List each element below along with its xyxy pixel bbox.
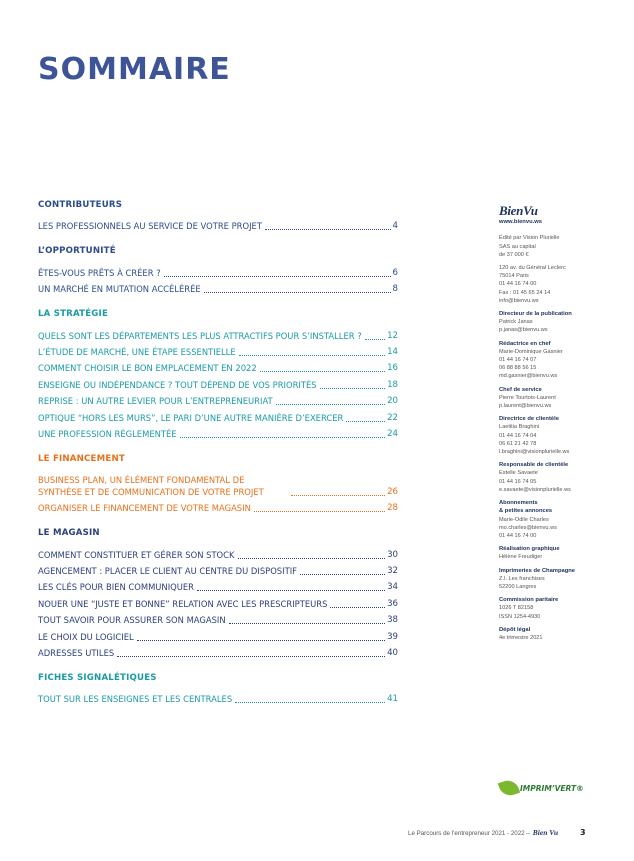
masthead-block <box>499 626 609 642</box>
dot-leader <box>260 371 385 372</box>
masthead-heading: Directrice de clientèle <box>499 416 559 423</box>
masthead-heading: Abonnements & petites annonces <box>499 500 553 515</box>
masthead-line: ISSN 1254-4930 <box>499 613 541 620</box>
masthead-line: 06 88 88 56 15 <box>499 365 537 372</box>
toc-section <box>38 528 398 659</box>
masthead-line: mo.charles@bienvu.ws <box>499 524 557 531</box>
masthead-block <box>499 499 609 540</box>
toc-entry-label: NOUER UNE “JUSTE ET BONNE” RELATION AVEC LES PRESCRIPTEURS <box>38 598 328 609</box>
masthead-block <box>499 415 609 456</box>
toc-entry[interactable] <box>38 358 398 374</box>
masthead-line: l.braghini@visionplurielle.ws <box>499 449 570 456</box>
toc-entry-page: 8 <box>392 284 398 295</box>
masthead-line: 06 61 21 42 78 <box>499 440 537 447</box>
toc-entry[interactable] <box>38 610 398 626</box>
toc-entry-label: LE CHOIX DU LOGICIEL <box>38 631 134 642</box>
dot-leader <box>197 590 385 591</box>
toc-entry-page: 6 <box>392 267 398 278</box>
dot-leader <box>265 229 391 230</box>
masthead-block <box>499 596 609 621</box>
toc-section <box>38 309 398 440</box>
toc-entry[interactable] <box>38 561 398 577</box>
masthead-heading: Rédactrice en chef <box>499 340 551 347</box>
masthead-line: SAS au capital <box>499 243 536 250</box>
toc-section <box>38 246 398 295</box>
toc-entry-label: TOUT SAVOIR POUR ASSURER SON MAGASIN <box>38 615 226 626</box>
masthead-line: 52200 Langres <box>499 583 537 590</box>
dot-leader <box>346 421 385 422</box>
masthead-block <box>499 340 609 381</box>
toc-entry[interactable] <box>38 391 398 407</box>
toc-entry[interactable] <box>38 374 398 390</box>
toc-entry-page: 22 <box>387 412 398 423</box>
dot-leader <box>239 355 385 356</box>
dot-leader <box>137 640 385 641</box>
footer-brand: Bien Vu <box>532 828 559 837</box>
masthead-line: de 37 000 € <box>499 251 529 258</box>
masthead-line: Z.I. Les franchises <box>499 575 545 582</box>
toc-entry[interactable] <box>38 342 398 358</box>
toc-entry-label: COMMENT CHOISIR LE BON EMPLACEMENT EN 2022 <box>38 363 257 374</box>
dot-leader <box>180 437 385 438</box>
toc-entry[interactable] <box>38 593 398 609</box>
imprim-vert-logo <box>500 780 584 796</box>
masthead-blocks <box>499 310 609 642</box>
page-number: 3 <box>580 828 586 837</box>
brand-logo: BienVu <box>499 203 538 218</box>
masthead-heading: Dépôt légal <box>499 626 531 633</box>
toc-entry[interactable] <box>38 498 398 514</box>
toc-entry-page: 30 <box>387 549 398 560</box>
toc-entry-page: 24 <box>387 428 398 439</box>
masthead-line: md.gasnier@bienvu.ws <box>499 373 558 380</box>
dot-leader <box>164 276 391 277</box>
imprim-vert-text: IMPRIM’VERT® <box>520 783 584 793</box>
toc-entry-page: 39 <box>387 631 398 642</box>
masthead-line: Édité par Vision Plurielle <box>499 235 560 242</box>
toc-entry-label: LES PROFESSIONNELS AU SERVICE DE VOTRE PROJET <box>38 221 262 232</box>
toc-entry[interactable] <box>38 689 398 705</box>
page-footer <box>408 828 586 837</box>
dot-leader <box>254 511 385 512</box>
section-title: LA STRATÉGIE <box>38 309 109 320</box>
masthead-line: 01 44 16 74 05 <box>499 478 537 485</box>
dot-leader <box>276 404 385 405</box>
page-title: SOMMAIRE <box>38 52 231 87</box>
toc-entry-label: REPRISE : UN AUTRE LEVIER POUR L’ENTREPRENEURIAT <box>38 396 273 407</box>
masthead-line: 01 44 16 74 00 <box>499 532 537 539</box>
toc-entry[interactable] <box>38 577 398 593</box>
toc-entry-page: 40 <box>387 648 398 659</box>
toc-entry[interactable] <box>38 424 398 440</box>
toc-entry-page: 12 <box>387 330 398 341</box>
toc-entry-label: UN MARCHÉ EN MUTATION ACCÉLÉRÉE <box>38 284 201 295</box>
toc-entry-page: 20 <box>387 396 398 407</box>
toc-entry-label: ORGANISER LE FINANCEMENT DE VOTRE MAGASIN <box>38 503 251 514</box>
dot-leader <box>238 558 386 559</box>
brand-url[interactable]: www.bienvu.ws <box>499 219 542 226</box>
masthead-heading: Responsable de clientèle <box>499 462 569 469</box>
publisher-address <box>499 264 609 305</box>
masthead-block <box>499 310 609 335</box>
toc-entry-label: ENSEIGNE OU INDÉPENDANCE ? TOUT DÉPEND DE VOS PRIORITÉS <box>38 379 317 390</box>
section-title: L’OPPORTUNITÉ <box>38 246 116 257</box>
toc-entry-page: 16 <box>387 363 398 374</box>
toc-entry-page: 38 <box>387 615 398 626</box>
masthead-line: Fax : 01 45 65 24 14 <box>499 289 551 296</box>
toc-entry-page: 26 <box>387 486 398 497</box>
toc-entry-page: 28 <box>387 503 398 514</box>
section-title: LE FINANCEMENT <box>38 453 125 464</box>
toc-entry[interactable] <box>38 643 398 659</box>
toc-entry-page: 14 <box>387 346 398 357</box>
masthead-line: p.janas@bienvu.ws <box>499 327 548 334</box>
masthead-line: 1026 T 82158 <box>499 605 534 612</box>
dot-leader <box>365 339 385 340</box>
dot-leader <box>320 388 385 389</box>
leaf-icon <box>498 777 520 798</box>
masthead-heading: Chef de service <box>499 386 542 393</box>
masthead-line: 120 av. du Général Leclerc <box>499 265 566 272</box>
toc-entry-page: 32 <box>387 566 398 577</box>
masthead-line: 4e trimestre 2021 <box>499 634 543 641</box>
toc-entry-label: QUELS SONT LES DÉPARTEMENTS LES PLUS ATTRACTIFS POUR S’INSTALLER ? <box>38 330 362 341</box>
toc-entry[interactable] <box>38 544 398 560</box>
masthead-line: e.savaete@visionplurielle.ws <box>499 486 571 493</box>
dot-leader <box>229 623 385 624</box>
dot-leader <box>235 702 385 703</box>
footer-text: Le Parcours de l’entrepreneur 2021 - 2022 – <box>408 830 530 837</box>
masthead-heading: Directeur de la publication <box>499 311 572 318</box>
toc-section <box>38 200 398 232</box>
masthead-line: info@bienvu.ws <box>499 297 539 304</box>
toc-section <box>38 673 398 705</box>
section-title: LE MAGASIN <box>38 528 100 539</box>
section-title: FICHES SIGNALÉTIQUES <box>38 673 157 684</box>
toc-entry-label: BUSINESS PLAN, UN ÉLÉMENT FONDAMENTAL DE SYNTHÈSE ET DE COMMUNICATION DE VOTRE PROJET <box>38 474 264 497</box>
masthead-line: Marie-Odile Charles <box>499 516 549 523</box>
section-title: CONTRIBUTEURS <box>38 200 123 210</box>
masthead-line: 01 44 16 74 00 <box>499 281 537 288</box>
toc-entry-label: UNE PROFESSION RÉGLEMENTÉE <box>38 428 177 439</box>
masthead-line: Patrick Janas <box>499 319 533 326</box>
dot-leader <box>330 607 385 608</box>
toc-entry[interactable] <box>38 279 398 295</box>
toc-entry-label: COMMENT CONSTITUER ET GÉRER SON STOCK <box>38 549 235 560</box>
toc-entry-label: ÊTES-VOUS PRÊTS À CRÉER ? <box>38 267 161 278</box>
toc-entry[interactable] <box>38 325 398 341</box>
dot-leader <box>204 292 391 293</box>
masthead-heading: Réalisation graphique <box>499 546 560 553</box>
publisher-info <box>499 234 609 259</box>
dot-leader <box>117 656 385 657</box>
toc-entry[interactable] <box>38 262 398 278</box>
masthead-line: Hélène Freudiger <box>499 554 543 561</box>
toc-entry-label: AGENCEMENT : PLACER LE CLIENT AU CENTRE DU DISPOSITIF <box>38 566 297 577</box>
toc-entry-page: 18 <box>387 379 398 390</box>
toc-entry-page: 34 <box>387 582 398 593</box>
toc-entry-label: OPTIQUE “HORS LES MURS”, LE PARI D’UNE AUTRE MANIÈRE D’EXERCER <box>38 412 344 423</box>
masthead <box>499 203 609 647</box>
masthead-line: Laetitia Braghini <box>499 424 540 431</box>
toc-entry[interactable] <box>38 407 398 423</box>
masthead-block <box>499 545 609 561</box>
toc-entry-page: 36 <box>387 598 398 609</box>
masthead-line: Pierre Tourtois-Laurent <box>499 394 556 401</box>
masthead-heading: Commission paritaire <box>499 597 559 604</box>
masthead-line: p.laurent@bienvu.ws <box>499 403 552 410</box>
toc-entry-label: L’ÉTUDE DE MARCHÉ, UNE ÉTAPE ESSENTIELLE <box>38 346 236 357</box>
dot-leader <box>291 495 385 496</box>
masthead-block <box>499 567 609 592</box>
table-of-contents <box>38 200 398 719</box>
masthead-block <box>499 386 609 411</box>
toc-entry[interactable] <box>38 216 398 232</box>
toc-entry[interactable] <box>38 626 398 642</box>
masthead-heading: Imprimeries de Champagne <box>499 567 576 574</box>
masthead-line: Estelle Savaete <box>499 470 538 477</box>
dot-leader <box>300 574 385 575</box>
masthead-line: 01 44 16 74 04 <box>499 432 537 439</box>
toc-section <box>38 454 398 514</box>
toc-entry[interactable] <box>38 470 398 498</box>
toc-entry-page: 41 <box>387 694 398 705</box>
masthead-block <box>499 461 609 494</box>
masthead-line: 75014 Paris <box>499 273 529 280</box>
masthead-line: 01 44 16 74 07 <box>499 357 537 364</box>
toc-entry-label: LES CLÉS POUR BIEN COMMUNIQUER <box>38 582 194 593</box>
toc-entry-page: 4 <box>392 221 398 232</box>
masthead-line: Marie-Dominique Gasnier <box>499 348 563 355</box>
toc-entry-label: ADRESSES UTILES <box>38 648 115 659</box>
toc-entry-label: TOUT SUR LES ENSEIGNES ET LES CENTRALES <box>38 694 233 705</box>
